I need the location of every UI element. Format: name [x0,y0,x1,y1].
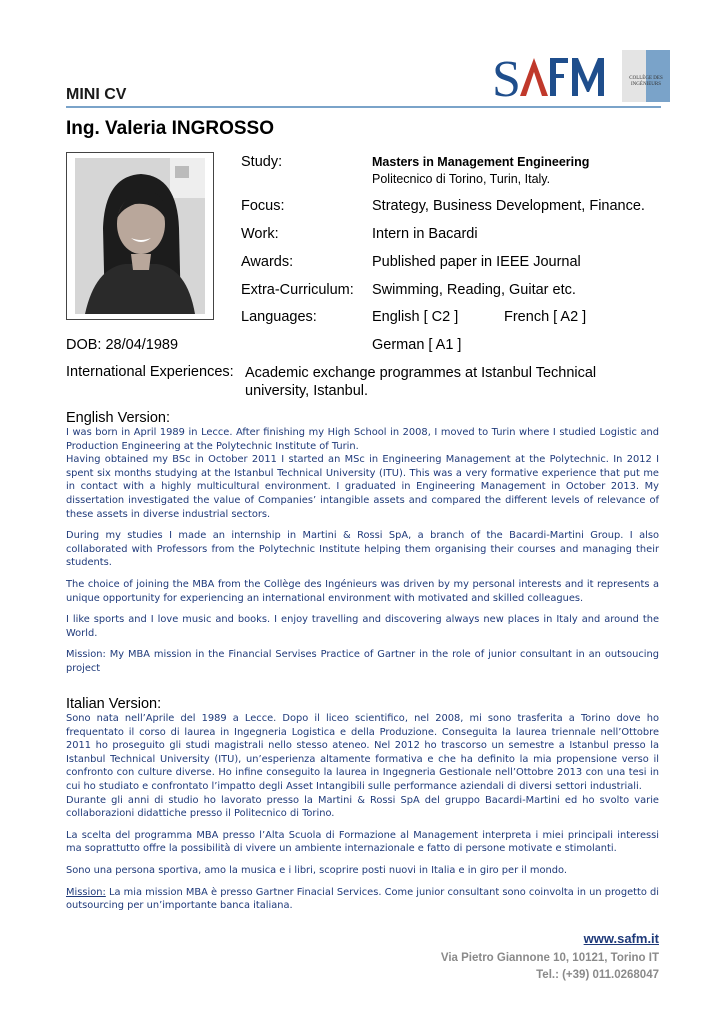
english-paragraph: Having obtained my BSc in October 2011 I started an MSc in Engineering Management at the Polytechnic. In 2012 I spent six months studying at the Istanbul Technical University (ITU). This was a very formative experience that put me in contact with a highly multicultural environment. I graduated in Engineering Management in October 2013. My dissertation investigated the value of Companies’ intangible assets and compared the different levels of relevance of these assets in diverse industrial sectors. [66,454,659,520]
focus-value: Strategy, Business Development, Finance. [372,198,645,214]
portrait-image [75,158,205,314]
awards-value: Published paper in IEEE Journal [372,254,581,270]
language-german: German [ A1 ] [372,337,462,353]
extra-curriculum-label: Extra-Curriculum: [241,282,354,298]
svg-text:S: S [492,52,519,102]
address: Via Pietro Giannone 10, 10121, Torino IT [440,952,659,964]
contact-block [441,950,659,984]
english-version-heading: English Version: [66,410,170,426]
english-paragraph: Mission: My MBA mission in the Financial Servises Practice of Gartner in the role of junior consultant in an outsoucing project [66,649,659,674]
date-of-birth: DOB: 28/04/1989 [66,337,179,353]
section-title: MINI CV [66,86,127,103]
italian-paragraph: Durante gli anni di studio ho lavorato presso la Martini & Rossi SpA del gruppo Bacardi-Martini ed ho svolto varie collaborazioni didattiche presso il Politecnico di Torino. [66,794,659,820]
awards-label: Awards: [241,254,294,270]
english-paragraph: I was born in April 1989 in Lecce. After finishing my High School in 2008, I moved to Turin where I studied Logistic and Production Engineering at the Polytechnic Institute of Turin. [66,427,659,452]
international-experiences-value: Academic exchange programmes at Istanbul Technical university, Istanbul. [245,365,597,399]
header-divider [66,106,661,108]
mission-text: La mia mission MBA è presso Gartner Finacial Services. Come junior consultant sono coinvolta in un progetto di outsourcing per un’importante banca italiana. [66,886,659,912]
italian-version-text [66,712,659,921]
language-english: English [ C2 ] [372,309,459,325]
english-paragraph: During my studies I made an internship in Martini & Rossi SpA, a branch of the Bacardi-Martini Group. I also collaborated with Professors from the Polytechnic Institute helping them organising their courses and managing their students. [66,530,659,569]
english-version-text [66,426,659,684]
italian-paragraph: Sono nata nell’Aprile del 1989 a Lecce. Dopo il liceo scientifico, nel 2008, mi sono trasferita a Torino dove ho frequentato il corso di laurea in Ingegneria Logistica e della Produzione. Conseguita la laurea triennale nell’Ottobre 2011 ho proseguito gli studi magistrali nello stesso ateneo. Nel 2012 ho trascorso un semestre a Istanbul presso la Istanbul Technical University (ITU), un’esperienza altamente formativa e che ha definito la mia propensione verso il confronto con culture diverse. Ho infine conseguito la laurea in Ingegneria Gestionale nell’Ottobre 2013 con una tesi in cui ho studiato e confrontato l’impatto degli Asset Intangibili sulle performance aziendali di diversi settori industriali. [66,713,659,792]
languages-label: Languages: [241,309,317,325]
english-paragraph: I like sports and I love music and books. I enjoy travelling and discovering always new places in Italy and around the World. [66,614,659,639]
english-paragraph: The choice of joining the MBA from the Collège des Ingénieurs was driven by my personal interests and it represents a unique opportunity for experiencing an international environment with motivated and skilled colleagues. [66,578,659,604]
italian-paragraph [66,886,659,913]
focus-label: Focus: [241,198,285,214]
extra-curriculum-value: Swimming, Reading, Guitar etc. [372,282,576,298]
work-label: Work: [241,226,279,242]
italian-version-heading: Italian Version: [66,696,162,712]
mission-label: Mission: [66,886,106,898]
study-label: Study: [241,154,283,170]
study-degree: Masters in Management Engineering [372,155,590,169]
phone: Tel.: (+39) 011.0268047 [536,969,659,981]
college-logo-text: COLLÈGE DES INGÉNIEURS [629,76,663,87]
person-name: Ing. Valeria INGROSSO [66,118,275,139]
international-experiences-label: International Experiences: [66,364,234,380]
work-value: Intern in Bacardi [372,226,478,242]
college-logo [622,50,670,102]
italian-paragraph: La scelta del programma MBA presso l’Alta Scuola di Formazione al Management interpreta i miei principali interessi ma soprattutto offre la possibilità di vivere un ambiente internazionale e fatto di persone motivate e stimolanti. [66,829,659,855]
study-school: Politecnico di Torino, Turin, Italy. [372,172,551,186]
italian-paragraph: Sono una persona sportiva, amo la musica e i libri, scoprire posti nuovi in Italia e in giro per il mondo. [66,864,567,876]
website-link[interactable]: www.safm.it [583,931,659,946]
language-french: French [ A2 ] [504,309,587,325]
study-value [372,154,589,188]
portrait-photo [66,152,214,320]
safm-logo [490,52,608,102]
